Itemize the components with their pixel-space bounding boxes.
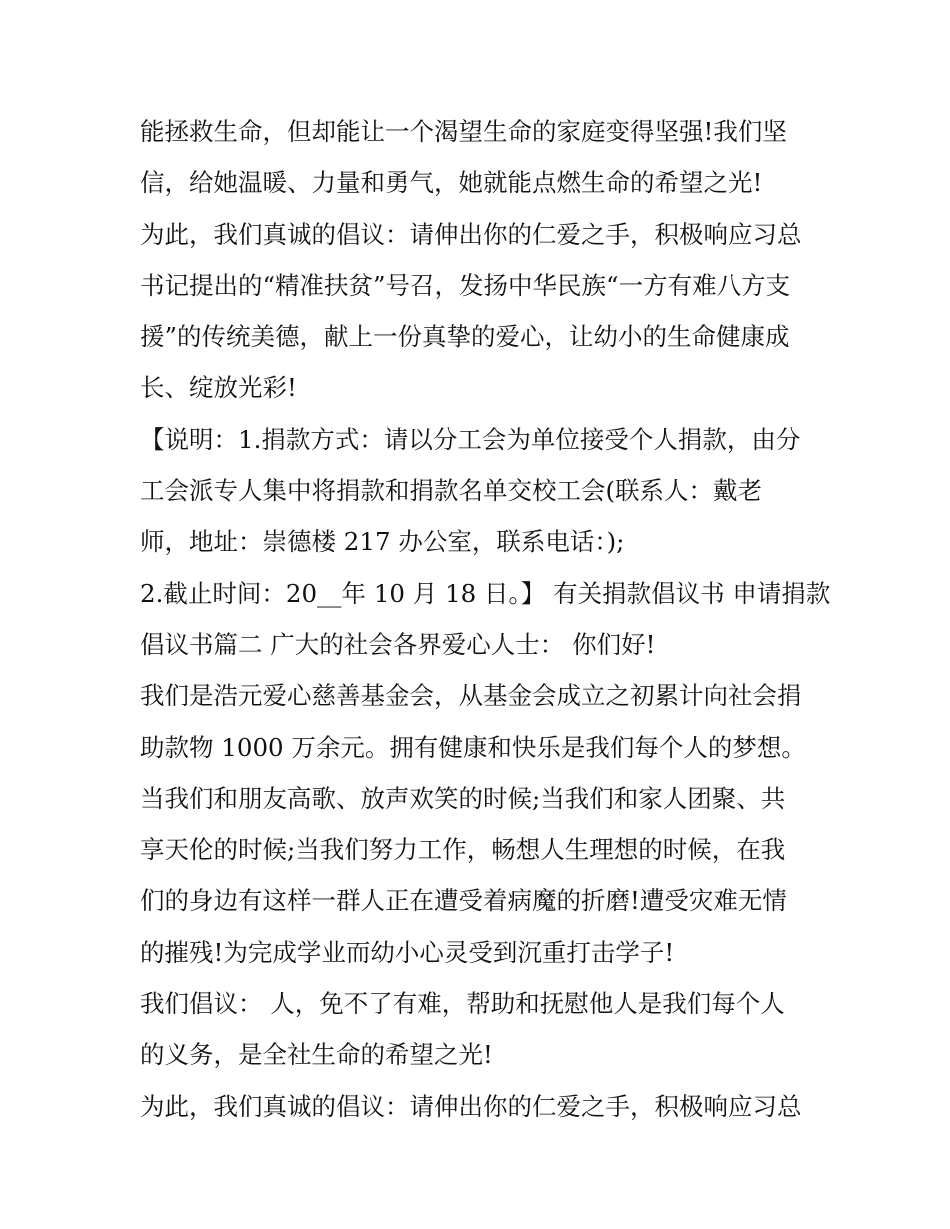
text-line: 当我们和朋友高歌、放声欢笑的时候;当我们和家人团聚、共 bbox=[140, 783, 786, 813]
text-line: 倡议书篇二 广大的社会各界爱心人士： 你们好! bbox=[140, 629, 656, 659]
text-line: 书记提出的“精准扶贫”号召，发扬中华民族“一方有难八方支 bbox=[140, 270, 791, 300]
text-line: 援”的传统美德，献上一份真挚的爱心，让幼小的生命健康成 bbox=[140, 322, 790, 352]
text-line: 工会派专人集中将捐款和捐款名单交校工会(联系人：戴老 bbox=[140, 476, 763, 506]
text-line: 我们是浩元爱心慈善基金会，从基金会成立之初累计向社会捐 bbox=[140, 681, 802, 711]
text-line: 长、绽放光彩! bbox=[140, 373, 297, 403]
text-line: 信，给她温暖、力量和勇气，她就能点燃生命的希望之光! bbox=[140, 168, 763, 198]
text-line: 2.截止时间：20__年 10 月 18 日。】 有关捐款倡议书 申请捐款 bbox=[140, 578, 831, 608]
text-line: 为此，我们真诚的倡议：请伸出你的仁爱之手，积极响应习总 bbox=[140, 219, 802, 249]
text-line: 师，地址：崇德楼 217 办公室，联系电话：); bbox=[140, 527, 625, 557]
text-line: 为此，我们真诚的倡议：请伸出你的仁爱之手，积极响应习总 bbox=[140, 1091, 802, 1121]
text-line: 【说明：1.捐款方式：请以分工会为单位接受个人捐款，由分 bbox=[140, 424, 801, 454]
text-line: 享天伦的时候;当我们努力工作，畅想人生理想的时候，在我 bbox=[140, 835, 786, 865]
text-line: 我们倡议： 人，免不了有难，帮助和抚慰他人是我们每个人 bbox=[140, 989, 785, 1019]
text-line: 的义务，是全社生命的希望之光! bbox=[140, 1040, 493, 1070]
document-body bbox=[140, 106, 831, 1132]
text-line: 助款物 1000 万余元。拥有健康和快乐是我们每个人的梦想。 bbox=[140, 732, 806, 762]
text-line: 能拯救生命，但却能让一个渴望生命的家庭变得坚强!我们坚 bbox=[140, 117, 787, 146]
text-line: 的摧残!为完成学业而幼小心灵受到沉重打击学子! bbox=[140, 937, 675, 967]
text-line: 们的身边有这样一群人正在遭受着病魔的折磨!遭受灾难无情 bbox=[140, 886, 787, 916]
